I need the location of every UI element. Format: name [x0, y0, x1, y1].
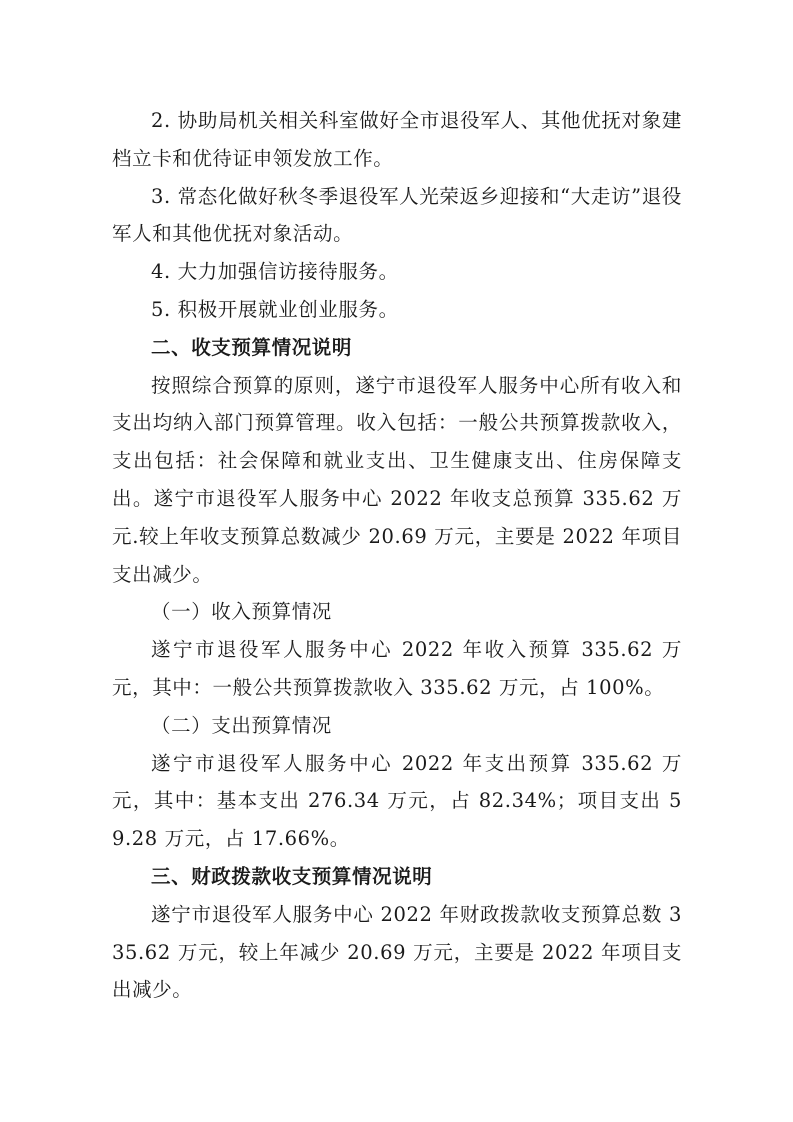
subheading-income-budget: （一）收入预算情况 — [151, 600, 332, 624]
paragraph-task-3: 3. 常态化做好秋冬季退役军人光荣返乡迎接和“大走访”退役军人和其他优抚对象活动。 — [112, 184, 682, 246]
paragraph-task-2: 2. 协助局机关相关科室做好全市退役军人、其他优抚对象建档立卡和优待证申领发放工作。 — [112, 109, 682, 170]
paragraph-task-5: 5. 积极开展就业创业服务。 — [151, 297, 399, 321]
subheading-expenditure-budget: （二）支出预算情况 — [151, 713, 332, 737]
paragraph-task-4: 4. 大力加强信访接待服务。 — [151, 260, 399, 284]
paragraph-fiscal-appropriation: 遂宁市退役军人服务中心 2022 年财政拨款收支预算总数 335.62 万元，较上年减少 20.69 万元，主要是 2022 年项目支出减少。 — [112, 902, 682, 1002]
paragraph-budget-overview: 按照综合预算的原则，遂宁市退役军人服务中心所有收入和支出均纳入部门预算管理。收入包括：一般公共预算拨款收入，支出包括：社会保障和就业支出、卫生健康支出、住房保障支出。遂宁市退役军人服务中心 2022 年收支总预算 335.62 万元.较上年收支预算总数减少 20.69 万元，主要是 2022 年项目支出减少。 — [112, 373, 682, 586]
section-heading-budget-overview: 二、收支预算情况说明 — [151, 335, 353, 359]
paragraph-income-budget: 遂宁市退役军人服务中心 2022 年收入预算 335.62 万元，其中：一般公共预算拨款收入 335.62 万元，占 100%。 — [112, 638, 682, 699]
paragraph-expenditure-budget: 遂宁市退役军人服务中心 2022 年支出预算 335.62 万元，其中：基本支出 276.34 万元，占 82.34%；项目支出 59.28 万元，占 17.66%。 — [112, 751, 682, 851]
document-page — [112, 102, 682, 1009]
section-heading-fiscal-appropriation: 三、财政拨款收支预算情况说明 — [151, 864, 433, 888]
